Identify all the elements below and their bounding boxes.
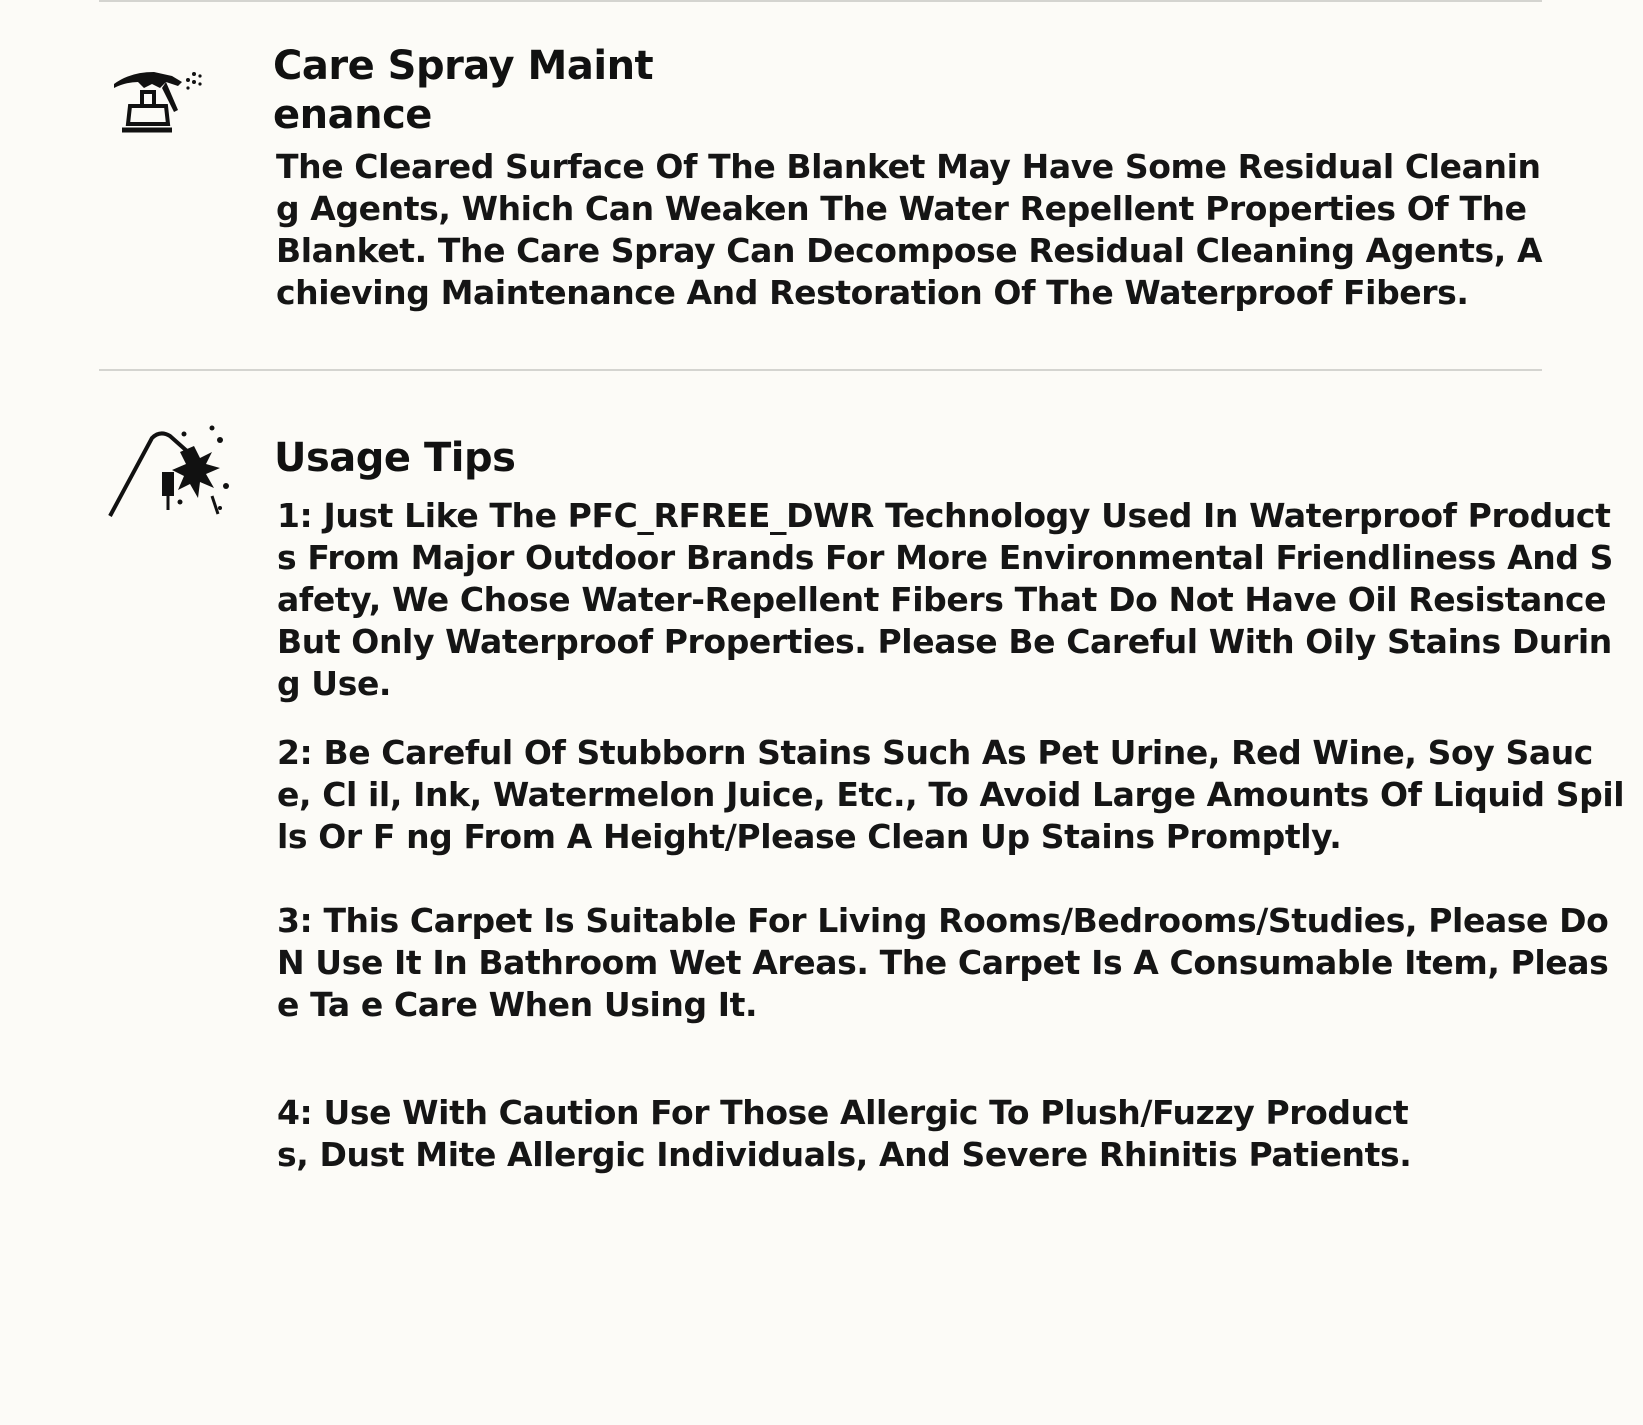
spray-bottle-icon	[108, 66, 210, 142]
top-divider	[99, 0, 1542, 2]
usage-tip-item: 3: This Carpet Is Suitable For Living Rooms/Bedrooms/Studies, Please Do N Use It In Bathroom Wet Areas. The Carpet Is A Consumable Item, Please Ta e Care When Using It.	[277, 901, 1609, 1024]
care-spray-description: The Cleared Surface Of The Blanket May Have Some Residual Cleaning Agents, Which Can Weaken The Water Repellent Properties Of The Blanket. The Care Spray Can Decompose Residual Cleaning Agents, Achieving Maintenance And Restoration Of The Waterproof Fibers.	[276, 147, 1543, 312]
stain-splash-icon	[108, 416, 234, 520]
usage-tip-item: 1: Just Like The PFC_RFREE_DWR Technology Used In Waterproof Products From Major Outdoor Brands For More Environmental Friendliness And Safety, We Chose Water-Repellent Fibers That Do Not Have Oil Resistance But Only Waterproof Properties. Please Be Careful With Oily Stains During Use.	[277, 496, 1614, 703]
care-spray-title: Care Spray Maint enance	[273, 43, 654, 138]
section-divider	[99, 369, 1542, 371]
usage-tip-item: 2: Be Careful Of Stubborn Stains Such As Pet Urine, Red Wine, Soy Sauce, Cl il, Ink, Watermelon Juice, Etc., To Avoid Large Amounts Of Liquid Spills Or F ng From A Height/Please Clean Up Stains Promptly.	[277, 733, 1625, 856]
usage-tip-item: 4: Use With Caution For Those Allergic To Plush/Fuzzy Products, Dust Mite Allergic Individuals, And Severe Rhinitis Patients.	[277, 1093, 1412, 1174]
usage-tips-title: Usage Tips	[274, 435, 516, 481]
